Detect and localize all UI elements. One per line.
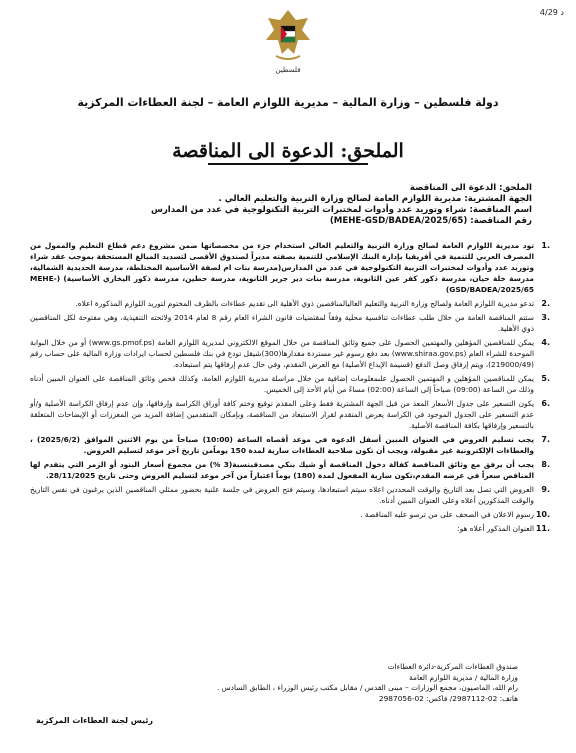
address-line: وزارة المالية / مديرية اللوازم العامة <box>409 672 518 682</box>
clause-item: 8. يجب أن يرفق مع وثائق المناقصة كفالة دخول المناقصة أو شيك بنكي مصدقبنسبة(3 %) من مجموع أسعار البنود أو الزمر التي يتقدم لها المناقص سعراً في عرضه المقدم،تكون سارية المفعول لمدة (180) يوماً اعتباراً من آخر موعد لتسليم العروض وحتى تاريخ 28/11/2025. <box>30 460 550 480</box>
tender-intro <box>32 183 532 227</box>
clause-item: 7. يجب تسليم العروض في العنوان المبين أسفل الدعوة في موعد أقصاه الساعة (10:00) صباحاً من يوم الاثنين الموافق (2025/6/2) ، والعطاءات الإلكترونية غير مقبولة، ويجب أن تكون صلاحية العطاءات سارية لمدة 150 يوماًمن تاريخ آخر موعد لتسليم العروض. <box>30 435 550 455</box>
clause-item: 6. يكون التسعير على جدول الأسعار المعد من قبل الجهة المشترية فقط وعلى المقدم توقيع وختم كافة أوراق الكراسة وإرفاقها، وإن عدم إرفاق الكراسة الأصلية و/أو عدم التسعير على الجدول الموجود في الكراسة يعرض المتقدم لقرار الاستبعاد من المناقصة، وبإمكان المتقدمين إضافة المزيد من المعززات أو الإيضاحات المتعلقة بالتسعير وإرفاقها بكافة المناقصة الأصلية. <box>30 399 550 430</box>
intro-line-buyer: الجهة المشترية: مديرية اللوازم العامة لصالح وزارة التربية والتعليم العالي . <box>218 194 532 204</box>
clause-item: 10. رسوم الاعلان في الصحف على من ترسو عليه المناقصة . <box>360 510 550 519</box>
clause-item: 5. يمكن للمناقصين المؤهلين و المهتمين الحصول علىمعلومات إضافية من خلال مراسلة مديرية اللوازم العامة، وكذلك فحص وثائق المناقصة على العنوان المبين أدناه وذلك من الساعة (09:00) صباحاً إلى الساعة (02:00) مساءً من أيام الأحد إلى الخميس. <box>30 374 550 394</box>
page-reference: د 4/29 <box>539 8 564 17</box>
phone-fax-line: هاتف: 02-2987112/ فاكس: 02-2987056 <box>378 693 518 703</box>
intro-line-annex: الملحق: الدعوة الى المناقصة <box>409 183 532 193</box>
document-header: دولة فلسطين – وزارة المالية – مديرية اللوازم العامة – لجنة العطاءات المركزية <box>77 96 499 109</box>
tender-clauses <box>30 240 550 537</box>
palestine-emblem <box>260 6 316 68</box>
clause-item: 3. ستتم المناقصة العامة من خلال طلب عطاءات تنافسية محلية وفقاً لمقتضيات قانون الشراء العام رقم 8 لعام 2014 ولائحته التنفيذية، وهي مفتوحة لكل المناقصين ذوي الأهلية. <box>30 313 550 333</box>
signature-block: رئيس لجنة العطاءات المركزية <box>36 716 153 725</box>
clause-item: 9. العروض التي تصل بعد التاريخ والوقت المحددين اعلاه سيتم استبعادها، وسيتم فتح العروض في جلسة علنية بحضور ممثلي المناقصين الذين يرغبون في نفس التاريخ والوقت المذكورين أعلاه وعلى العنوان المبين أدناه. <box>30 485 550 505</box>
clause-item: 11. العنوان المذكور أعلاه هو: <box>457 524 550 533</box>
emblem-caption: فلسطين <box>275 66 301 74</box>
intro-line-tender-name: اسم المناقصة: شراء وتوريد عدد وأدوات لمختبرات التربية التكنولوجية في عدد من المدارس <box>150 205 532 215</box>
page-title: الملحق: الدعوة الى المناقصة <box>0 140 576 165</box>
address-line: صندوق العطاءات المركزية-دائرة العطاءات <box>387 662 518 671</box>
contact-address <box>58 662 518 704</box>
intro-line-tender-number: رقم المناقصة: (MEHE-GSD/BADEA/2025/65) <box>329 216 532 226</box>
address-line: رام الله، الماصيون، مجمع الوزارات – مبنى القدس / مقابل مكتب رئيس الوزراء ، الطابق السادس . <box>216 683 518 692</box>
clause-item: 1. تود مديرية اللوازم العامة لصالح وزارة التربية والتعليم العالي استخدام جزء من مخصصاتها ضمن مشروع دعم قطاع التعليم والممول من المصرف العربي للتنمية في أفريقيا بإدارة البنك الإسلامي للتنمية بصفته مديراً لصندوق الأقصى لتسديد المبالغ المستحقة بموجب عقد شراء وتوريد عدد وأدوات لمختبرات التربية التكنولوجية في عدد من المدارس(مدرسة بنات ام لصفة الأساسية المختلطة، مدرسة الحديدية الشمالية، مدرسة خلة حيان، مدرسة ذكور كفر عين الثانوية، مدرسة بنات دير جرير الثانوية، مدرسة حطين، مدرسة ذكور اليخاري الأساسية) (MEHE-GSD/BADEA/2025/65) <box>30 241 550 294</box>
clause-item: 2. تدعو مديرية اللوازم العامة ولصالح وزارة التربية والتعليم العاليالمناقصين ذوي الأهلية الى تقديم عطاءات بالظرف المختوم لتوريد اللوازم المذكورة اعلاه. <box>75 299 550 308</box>
clause-item: 4. يمكن للمناقصين المؤهلين والمهتمين الحصول على جميع وثائق المناقصة من خلال الموقع الالكتروني لمديرية اللوازم العامة (www.gs.pmof.ps) أو من خلال البوابة الموحدة للشراء العام (www.shiraa.gov.ps) بعد دفع رسوم غير مستردة مقدارها(300)شيقل تودع في بنك فلسطين لحساب ايرادات وزارة المالية على حساب رقم (219000/49)، ويتم إرفاق وصل الدفع (قسيمة الإيداع الأصلية) مع العرض المقدم، وفي حال عدم إرفاقها يتم استبعاده. <box>30 338 550 369</box>
eagle-emblem-icon <box>260 6 316 68</box>
